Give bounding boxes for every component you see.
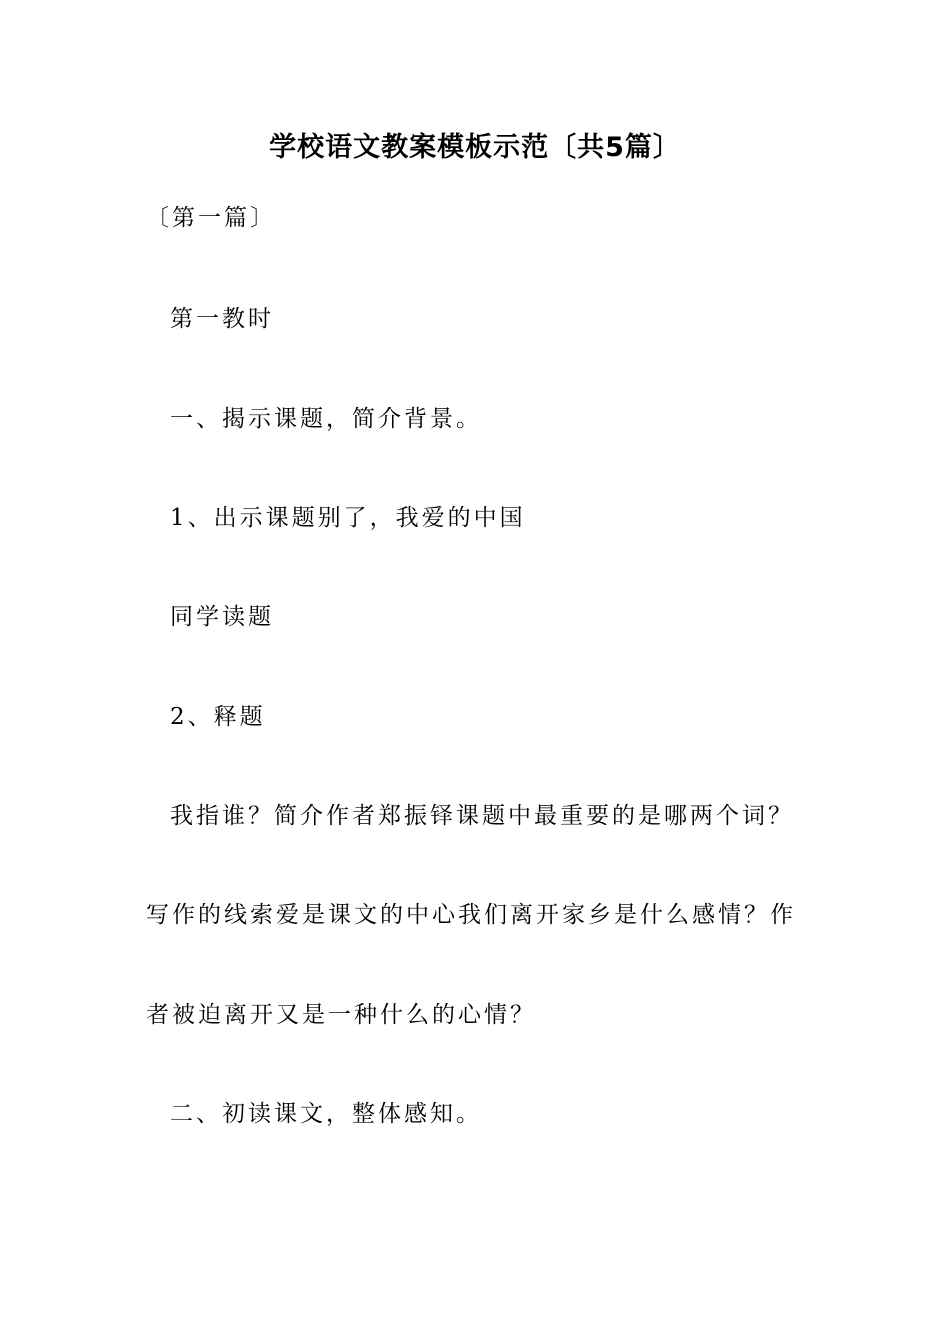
paragraph: 2、释题 [170, 704, 266, 730]
step-heading-1: 一、揭示课题，简介背景。 [170, 406, 482, 432]
paragraph: 写作的线索爱是课文的中心我们离开家乡是什么感情？作 [146, 902, 796, 928]
document-title: 学校语文教案模板示范〔共5篇〕 [269, 132, 681, 163]
paragraph: 我指谁？简介作者郑振铎课题中最重要的是哪两个词？ [170, 803, 794, 829]
section-heading: 〔第一篇〕 [146, 205, 276, 231]
paragraph: 者被迫离开又是一种什么的心情？ [146, 1002, 536, 1028]
lesson-period: 第一教时 [170, 306, 274, 332]
paragraph: 同学读题 [170, 604, 274, 630]
step-heading-2: 二、初读课文，整体感知。 [170, 1101, 482, 1127]
paragraph: 1、出示课题别了，我爱的中国 [170, 505, 526, 531]
